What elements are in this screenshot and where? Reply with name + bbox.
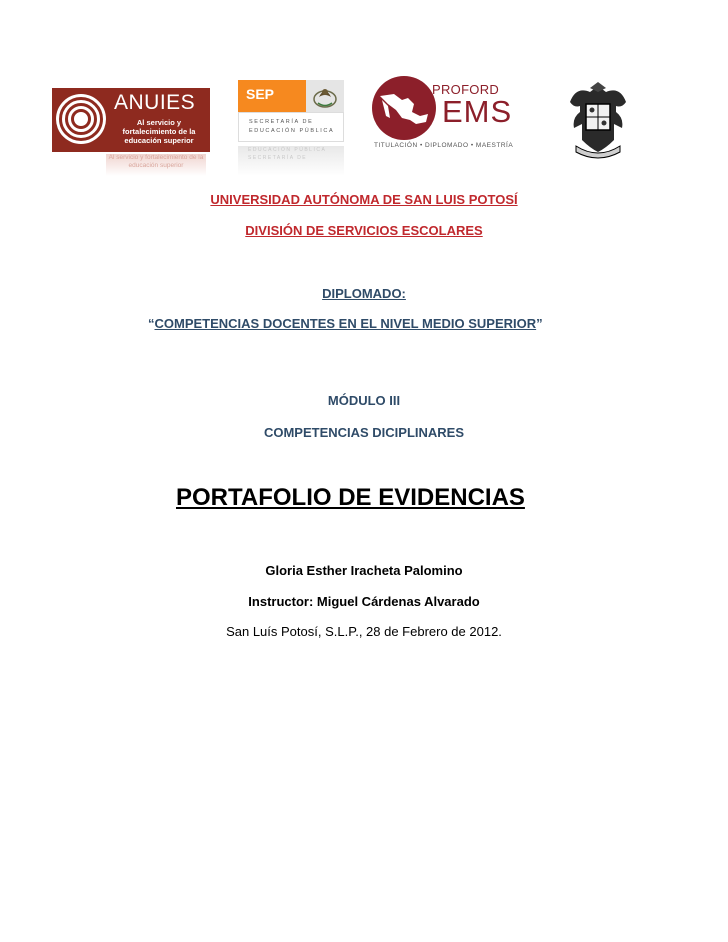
proford-circle <box>372 76 436 140</box>
sep-label: SEP <box>246 86 275 102</box>
sep-reflection-2: SECRETARÍA DE <box>248 155 308 161</box>
sep-reflection <box>238 146 344 176</box>
proford-ems-logo <box>372 76 536 156</box>
mexico-map-icon <box>372 76 436 140</box>
diploma-open-quote: “ <box>148 316 155 331</box>
sep-name-band <box>238 112 344 142</box>
author-name: Gloria Esther Iracheta Palomino <box>265 563 463 578</box>
anuies-emblem-icon <box>56 94 106 144</box>
diploma-name: COMPETENCIAS DOCENTES EN EL NIVEL MEDIO SUPERIOR <box>154 316 537 331</box>
diploma-name-line <box>148 316 543 331</box>
diploma-close-quote: ” <box>536 316 543 331</box>
sep-reflection-1: EDUCACIÓN PÚBLICA <box>248 147 327 153</box>
anuies-subtitle: Al servicio y fortalecimiento de la educación superior <box>122 118 196 145</box>
uaslp-eagle-crest-icon <box>566 82 630 162</box>
anuies-reflection-text: Al servicio y fortalecimiento de la educación superior <box>108 154 204 169</box>
page-title: PORTAFOLIO DE EVIDENCIAS <box>176 484 525 511</box>
diploma-label: DIPLOMADO: <box>322 286 406 301</box>
division-name: DIVISIÓN DE SERVICIOS ESCOLARES <box>245 223 483 238</box>
proford-tagline: TITULACIÓN • DIPLOMADO • MAESTRÍA <box>374 142 514 149</box>
instructor-name: Instructor: Miguel Cárdenas Alvarado <box>248 594 480 609</box>
place-date: San Luís Potosí, S.L.P., 28 de Febrero de 2012. <box>226 624 502 639</box>
sep-line-1: SECRETARÍA DE <box>249 119 314 125</box>
ems-label: EMS <box>442 94 513 129</box>
module-number: MÓDULO III <box>327 393 401 408</box>
sep-logo <box>238 80 344 178</box>
anuies-title: ANUIES <box>114 91 196 114</box>
module-name: COMPETENCIAS DICIPLINARES <box>263 425 465 440</box>
anuies-reflection <box>106 154 206 176</box>
proford-label: PROFORD <box>432 82 500 97</box>
anuies-logo <box>52 88 210 178</box>
uaslp-crest <box>566 82 630 162</box>
university-name: UNIVERSIDAD AUTÓNOMA DE SAN LUIS POTOSÍ <box>210 192 518 207</box>
anuies-logo-box <box>52 88 210 152</box>
sep-line-2: EDUCACIÓN PÚBLICA <box>249 128 335 134</box>
sep-orange-block <box>238 80 306 112</box>
mexico-eagle-icon <box>310 83 340 109</box>
